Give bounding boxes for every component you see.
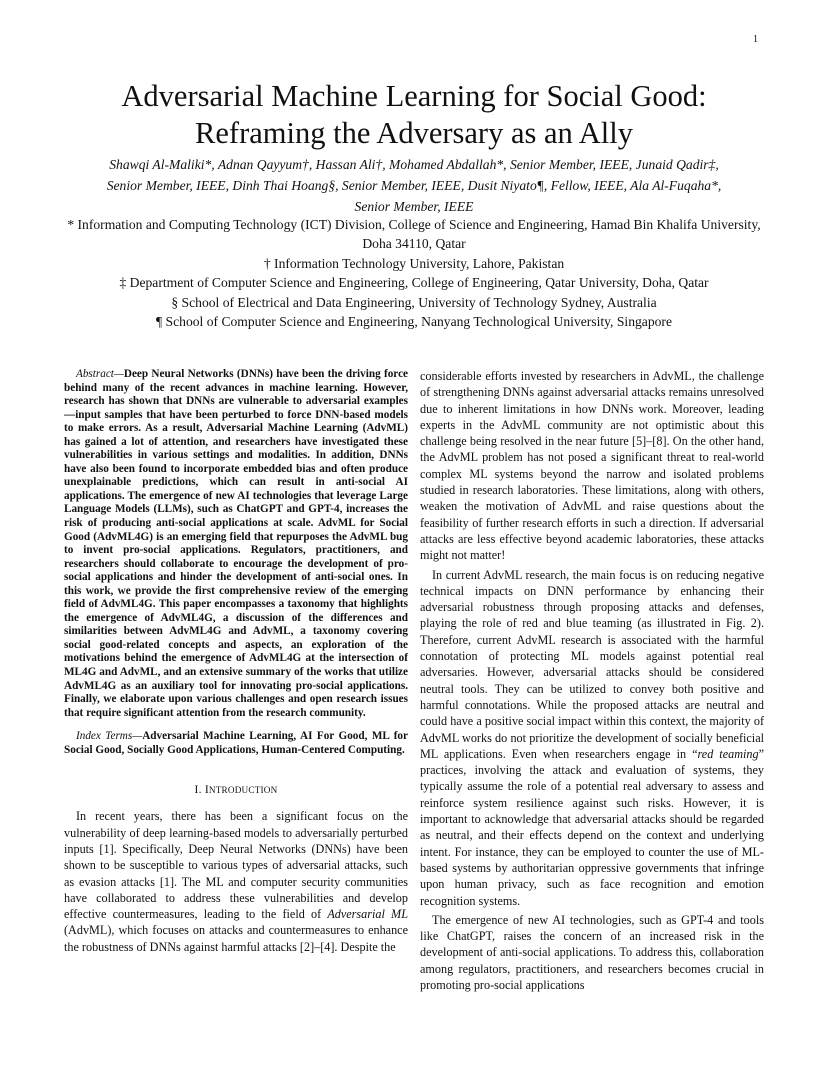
affiliations xyxy=(58,215,770,331)
intro-p1-emphasis: Adversarial ML xyxy=(327,907,408,922)
section-title-rest: NTRODUCTION xyxy=(208,785,278,796)
intro-paragraph-3: The emergence of new AI technologies, such as GPT-4 and tools like ChatGPT, raises the concern of an increased risk in the development of anti-social applications. To address this, collaboration among regulators, practitioners, and researchers becomes crucial in promoting pro-social applications xyxy=(420,912,764,992)
affiliation-uts: § School of Electrical and Data Engineering, University of Technology Sydney, Australia xyxy=(171,294,657,310)
affiliation-qu: ‡ Department of Computer Science and Engineering, College of Engineering, Qatar University, Doha, Qatar xyxy=(119,275,709,291)
right-column xyxy=(420,368,764,993)
intro-paragraph-1-continued: considerable efforts invested by researchers in AdvML, the challenge of strengthening DNNs against adversarial attacks remains unresolved due to inherent limitations in how DNNs work. Moreover, leading experts in the AdvML community are not optimistic about this challenge being resolved in the near future [5]–[8]. On the other hand, the AdvML problem has not posed a significant threat to real-world complex ML systems beyond the narrow and isolated problems studied in research laboratories. These limitations, along with others, weaken the motivation of AdvML and raise questions about the feasibility of further research efforts in such a direction. If adversarial attacks are less effective beyond academic laboratories, these attacks might not matter! xyxy=(420,369,764,563)
abstract-text: Deep Neural Networks (DNNs) have been the driving force behind many of the recent advances in machine learning. However, research has shown that DNNs are vulnerable to adversarial examples—input samples that have been perturbed to force DNN-based models to make errors. As a result, Adversarial Machine Learning (AdvML) has gained a lot of attention, and researchers have investigated these vulnerabilities in various settings and modalities. In addition, DNNs have also been found to incorporate embedded bias and often produce unexplainable predictions, which can result in anti-social AI applications. The emergence of new AI technologies that leverage Large Language Models (LLMs), such as ChatGPT and GPT-4, increases the risk of producing anti-social applications at scale. AdvML for Social Good (AdvML4G) is an emerging field that repurposes the AdvML bug to invent pro-social applications. Regulators, practitioners, and researchers should collaborate to encourage the development of pro-social applications and hinder the development of anti-social ones. In this work, we provide the first comprehensive review of the emerging field of AdvML4G. This paper encompasses a taxonomy that highlights the emergence of AdvML4G, a discussion of the differences and similarities between AdvML4G and AdvML, a taxonomy covering social good-related concepts and aspects, an exploration of the motivations behind the emergence of AdvML4G at the intersection of ML4G and AdvML, and an extensive summary of the works that utilize AdvML4G as an auxiliary tool for innovating pro-social applications. Finally, we elaborate upon various challenges and open research issues that require significant attention from the research community. xyxy=(64,368,408,719)
intro-p1-text-a: In recent years, there has been a significant focus on the vulnerability of deep learning-based models to adversarially perturbed inputs [1]. Specifically, Deep Neural Networks (DNNs) have been shown to be susceptible to various types of adversarial attacks, such as evasion attacks [1]. The ML and computer security communities have collaborated to address these vulnerabilities and develop effective countermeasures, leading to the field of xyxy=(64,809,408,922)
author-line-2: Senior Member, IEEE, Dinh Thai Hoang§, Senior Member, IEEE, Dusit Niyato¶, Fellow, IEEE, Ala Al-Fuqaha*, xyxy=(106,178,722,193)
left-column xyxy=(64,368,408,955)
author-list xyxy=(58,154,770,217)
index-terms xyxy=(64,730,408,757)
intro-p2-text-b: ” practices, involving the attack and evaluation of systems, they typically assume the role of a potential real adversary to assess and reinforce system resilience against such risks. However, it is important to acknowledge that adversarial attacks should be regarded as neutral, and their effects depend on the context and underlying intent. For instance, they can be employed to counter the use of ML-based systems by authoritarian oppressive governments that infringe upon human privacy, such as face recognition and emotion recognition systems. xyxy=(420,746,764,908)
section-title-initial: I xyxy=(204,783,209,797)
affiliation-itu: † Information Technology University, Lahore, Pakistan xyxy=(263,255,565,271)
title-line-2: Reframing the Adversary as an Ally xyxy=(195,116,633,150)
paper-title xyxy=(50,78,778,152)
intro-p2-emphasis: red teaming xyxy=(697,746,759,761)
author-line-3: Senior Member, IEEE xyxy=(354,199,474,214)
affiliation-hbku: * Information and Computing Technology (ICT) Division, College of Science and Engineering, Hamad Bin Khalifa University, Doha 34110, Qatar xyxy=(67,217,761,252)
author-line-1: Shawqi Al-Maliki*, Adnan Qayyum†, Hassan Ali†, Mohamed Abdallah*, Senior Member, IEEE, Junaid Qadir‡, xyxy=(109,157,719,172)
affiliation-ntu: ¶ School of Computer Science and Engineering, Nanyang Technological University, Singapore xyxy=(156,314,672,330)
index-terms-label: Index Terms— xyxy=(76,730,143,743)
abstract xyxy=(64,368,408,720)
section-number: I. xyxy=(194,783,202,797)
intro-p2-text-a: In current AdvML research, the main focus is on reducing negative technical impacts on DNN performance by enhancing their adversarial robustness through proposing attacks and defenses, playing the role of red and blue teaming (as illustrated in Fig. 2). Therefore, current AdvML research is associated with the harmful connotation of protecting ML models against potential real adversaries. However, adversarial attacks should be considered neutral tools. They can be utilized to convey both positive and harmful connotations. While the proposed attacks are neutral and could have a positive social impact within this context, the majority of AdvML works do not prioritize the development of socially beneficial ML applications. Even when researchers engage in “ xyxy=(420,567,764,761)
intro-paragraph-2 xyxy=(420,567,764,909)
index-terms-text: Adversarial Machine Learning, AI For Good, ML for Social Good, Socially Good Applications, Human-Centered Computing. xyxy=(64,730,408,756)
intro-p1-text-b: (AdvML), which focuses on attacks and countermeasures to enhance the robustness of DNNs against harmful attacks [2]–[4]. Despite the xyxy=(64,923,408,954)
page-number: 1 xyxy=(753,34,758,45)
abstract-label: Abstract— xyxy=(76,368,124,380)
title-line-1: Adversarial Machine Learning for Social Good: xyxy=(121,79,707,113)
intro-paragraph-1 xyxy=(64,808,408,955)
section-heading-introduction xyxy=(64,783,408,796)
